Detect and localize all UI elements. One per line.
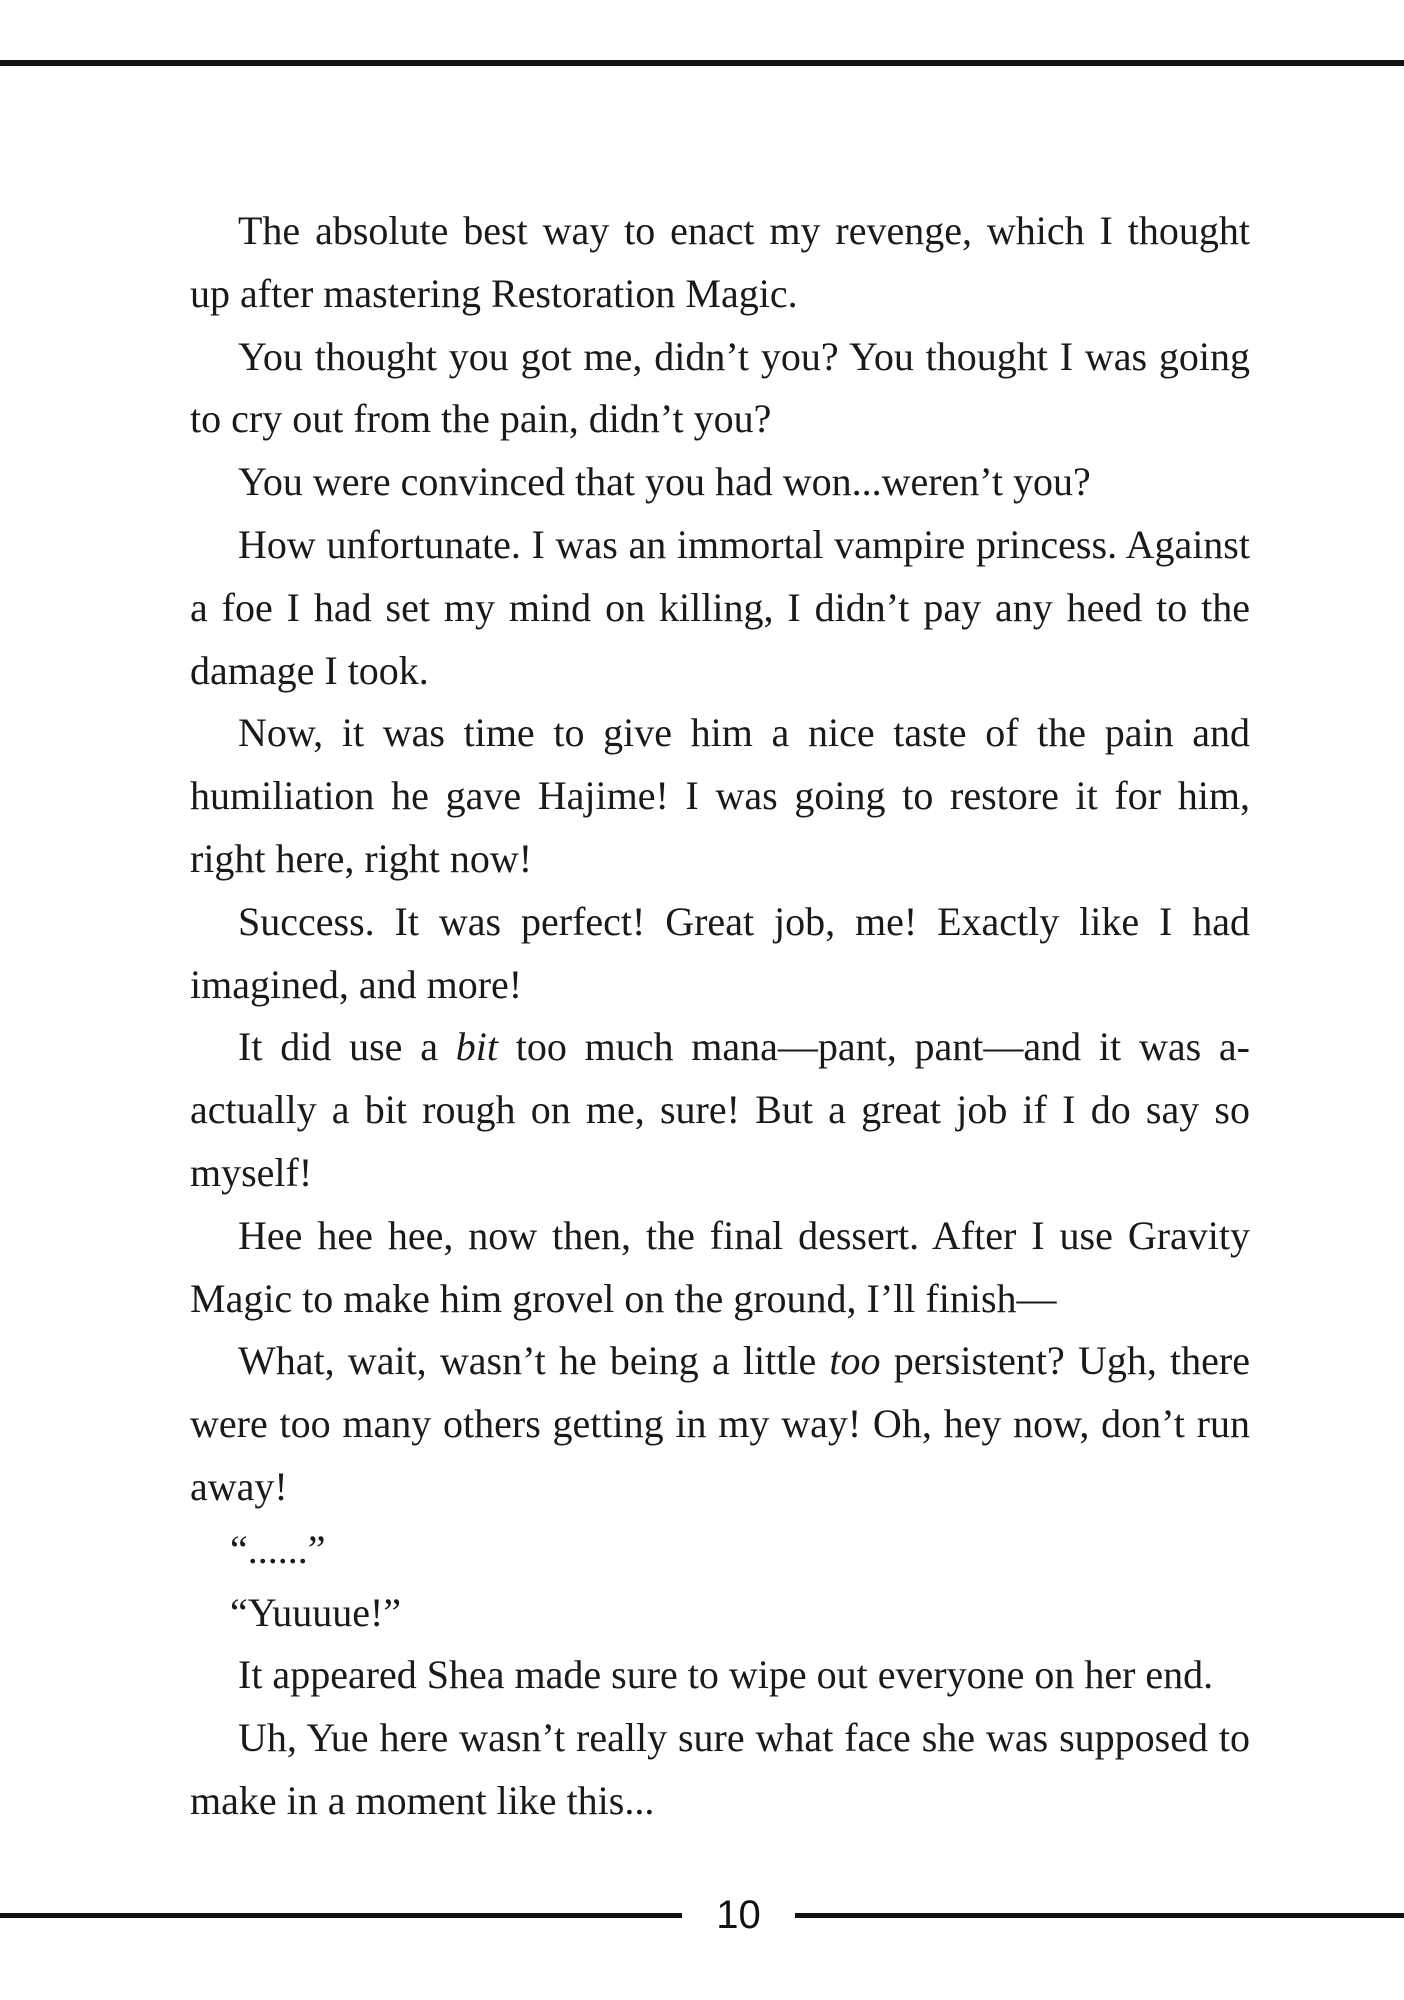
emphasis-bit: bit xyxy=(455,1024,498,1070)
footer-rule-left xyxy=(0,1913,682,1918)
footer-rule-right xyxy=(795,1913,1404,1918)
page-body xyxy=(190,200,1250,1833)
paragraph-7: It did use a bit too much mana—pant, pant—and it was a-actually a bit rough on me, sure! But a great job if I do say so myself! xyxy=(190,1024,1250,1195)
paragraph-9: What, wait, wasn’t he being a little too persistent? Ugh, there were too many others getting in my way! Oh, hey now, don’t run away! xyxy=(190,1338,1250,1509)
paragraph-3: You were convinced that you had won...weren’t you? xyxy=(238,459,1091,505)
paragraph-5: Now, it was time to give him a nice taste of the pain and humiliation he gave Hajime! I was going to restore it for him, right here, right now! xyxy=(190,710,1250,881)
top-rule xyxy=(0,60,1404,66)
paragraph-1: The absolute best way to enact my revenge, which I thought up after mastering Restoration Magic. xyxy=(190,208,1250,316)
paragraph-4: How unfortunate. I was an immortal vampire princess. Against a foe I had set my mind on killing, I didn’t pay any heed to the damage I took. xyxy=(190,521,1250,693)
paragraph-2: You thought you got me, didn’t you? You thought I was going to cry out from the pain, didn’t you? xyxy=(190,333,1250,442)
paragraph-10: “......” xyxy=(230,1526,326,1572)
page-footer xyxy=(0,1890,1404,1940)
paragraph-13: Uh, Yue here wasn’t really sure what face she was supposed to make in a moment like this... xyxy=(190,1715,1250,1823)
page-number: 10 xyxy=(716,1893,761,1937)
paragraph-6: Success. It was perfect! Great job, me! Exactly like I had imagined, and more! xyxy=(190,898,1250,1007)
paragraph-11: “Yuuuue!” xyxy=(230,1589,402,1635)
paragraph-8: Hee hee hee, now then, the final dessert. After I use Gravity Magic to make him grovel on the ground, I’ll finish— xyxy=(190,1212,1250,1321)
emphasis-too: too xyxy=(829,1338,881,1384)
paragraph-12: It appeared Shea made sure to wipe out everyone on her end. xyxy=(238,1652,1214,1698)
